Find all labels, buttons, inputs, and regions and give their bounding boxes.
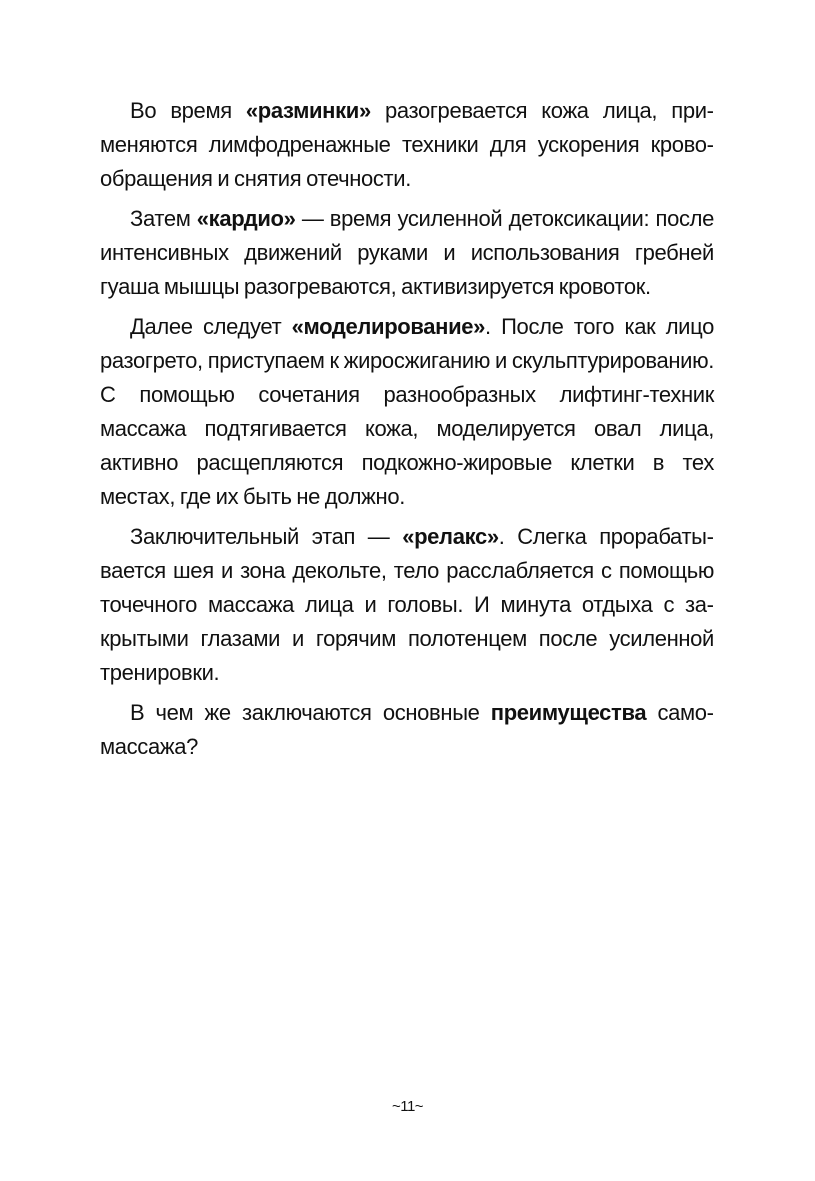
- paragraph-advantages: [100, 696, 714, 764]
- bold-term-advantages: преимущества: [490, 700, 647, 725]
- paragraph-cardio: [100, 202, 714, 304]
- text-segment: Во время: [130, 98, 246, 123]
- text-segment: — время усиленной детоксикации: после интенсивных движений руками и использования гребней гуаша мышцы разогреваются, активизируется кровоток.: [100, 206, 714, 299]
- bold-term-relax: «релакс»: [402, 524, 499, 549]
- bold-term-cardio: «кардио»: [196, 206, 296, 231]
- text-segment: . После того как лицо разогрето, приступаем к жиросжиганию и скульптурированию. С помощью сочетания разнообразных лифтинг-техник массажа подтягивается кожа, моделируется овал лица, активно расщепляются подкожно-жировые клетки в тех местах, где их быть не должно.: [100, 314, 715, 509]
- text-segment: Затем: [130, 206, 197, 231]
- text-segment: Заключительный этап —: [130, 524, 403, 549]
- bold-term-modeling: «моделирование»: [291, 314, 486, 339]
- text-segment: В чем же заключаются основные: [130, 700, 491, 725]
- paragraph-warmup: [100, 94, 714, 196]
- text-segment: . Слегка прорабатывается шея и зона декольте, тело расслабляется с помощью точечного массажа лица и головы. И минута отдыха с закрытыми глазами и горячим полотенцем после усиленной тренировки.: [100, 524, 714, 685]
- paragraph-relax: [100, 520, 714, 690]
- page-number: ~11~: [391, 1098, 424, 1115]
- paragraph-modeling: [100, 310, 714, 514]
- page-body: [100, 94, 714, 770]
- text-segment: разогревается кожа лица, применяются лимфодренажные техники для ускорения кровообращения и снятия отечности.: [100, 98, 714, 191]
- text-segment: Далее следует: [130, 314, 292, 339]
- text-segment: самомассажа?: [100, 700, 714, 759]
- bold-term-warmup: «разминки»: [245, 98, 371, 123]
